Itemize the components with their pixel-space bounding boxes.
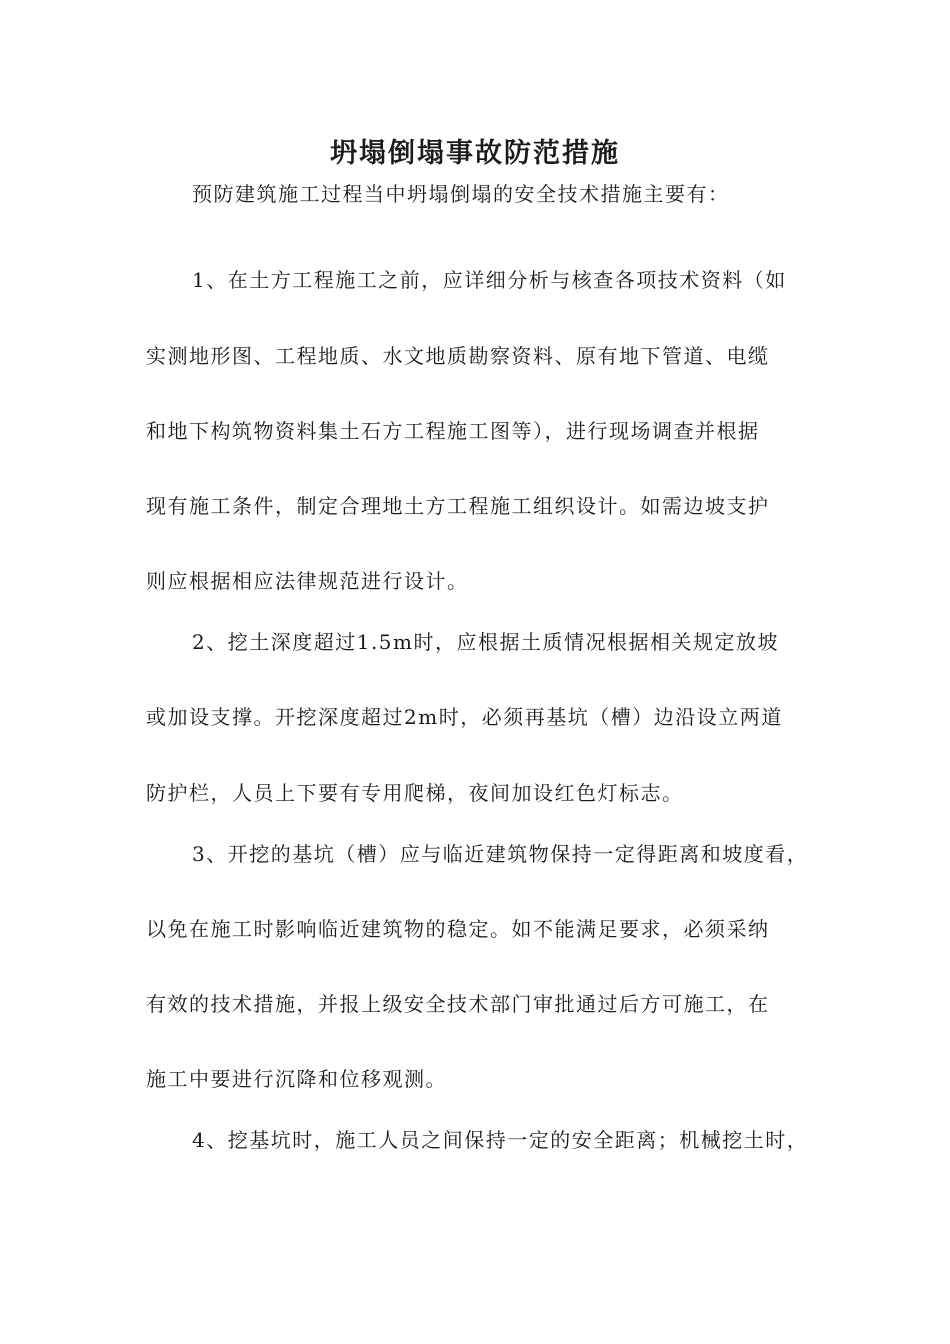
paragraph-line: 施工中要进行沉降和位移观测。 [146, 1067, 447, 1091]
paragraph-line: 防护栏，人员上下要有专用爬梯，夜间加设红色灯标志。 [146, 781, 684, 805]
document-title: 坍塌倒塌事故防范措施 [330, 138, 620, 169]
paragraph-line: 或加设支撑。开挖深度超过2m时，必须再基坑（槽）边沿设立两道 [146, 705, 783, 729]
paragraph-line: 3、开挖的基坑（槽）应与临近建筑物保持一定得距离和坡度看， [192, 842, 809, 866]
paragraph-line: 和地下构筑物资料集土石方工程施工图等），进行现场调查并根据 [146, 419, 760, 443]
paragraph-line: 现有施工条件，制定合理地土方工程施工组织设计。如需边坡支护 [146, 494, 770, 518]
paragraph-line: 则应根据相应法律规范进行设计。 [146, 569, 469, 593]
intro-line: 预防建筑施工过程当中坍塌倒塌的安全技术措施主要有： [192, 182, 730, 206]
paragraph-line: 1、在土方工程施工之前，应详细分析与核查各项技术资料（如 [192, 268, 787, 292]
paragraph-line: 4、挖基坑时，施工人员之间保持一定的安全距离；机械挖土时， [192, 1128, 809, 1152]
paragraph-line: 2、挖土深度超过1.5m时，应根据土质情况根据相关规定放坡 [192, 630, 779, 654]
paragraph-line: 以免在施工时影响临近建筑物的稳定。如不能满足要求，必须采纳 [146, 917, 770, 941]
paragraph-line: 有效的技术措施，并报上级安全技术部门审批通过后方可施工，在 [146, 992, 770, 1016]
paragraph-line: 实测地形图、工程地质、水文地质勘察资料、原有地下管道、电缆 [146, 344, 770, 368]
